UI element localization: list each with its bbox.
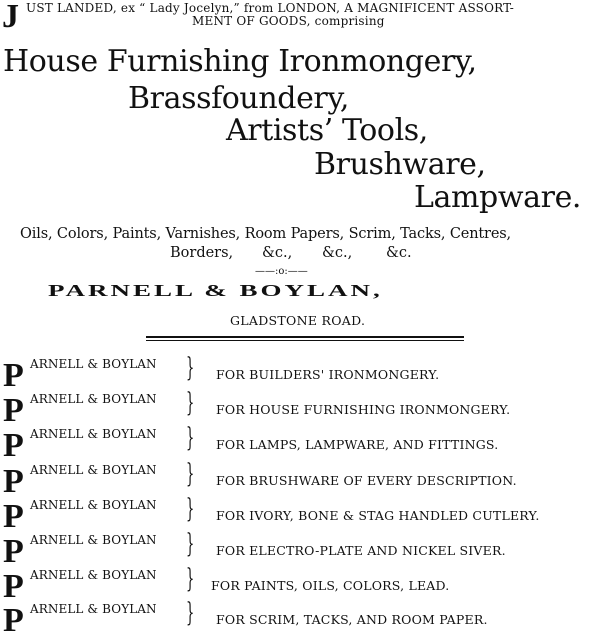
- listing-firm-name: ARNELL & BOYLAN: [30, 463, 157, 477]
- listing-drop-cap: P: [3, 498, 24, 535]
- brace-icon: }: [186, 564, 195, 594]
- headline-brassfoundery: Brassfoundery,: [128, 81, 350, 116]
- listing-firm-name: ARNELL & BOYLAN: [30, 392, 157, 406]
- listing-firm-name: ARNELL & BOYLAN: [30, 498, 157, 512]
- headline-house-furnishing: House Furnishing Ironmongery,: [3, 44, 477, 79]
- listing-description: FOR ELECTRO-PLATE AND NICKEL SIVER.: [216, 543, 506, 558]
- listing-description: FOR BUILDERS' IRONMONGERY.: [216, 367, 440, 382]
- goods-etc-2: &c.,: [322, 245, 353, 261]
- double-rule-top: [146, 336, 464, 338]
- firm-name: PARNELL & BOYLAN,: [48, 281, 383, 300]
- headline-lampware: Lampware.: [414, 180, 582, 215]
- listing-description: FOR HOUSE FURNISHING IRONMONGERY.: [216, 402, 511, 417]
- listing-row: [0, 598, 608, 639]
- listing-firm-name: ARNELL & BOYLAN: [30, 602, 157, 616]
- brace-icon: }: [186, 494, 195, 524]
- notice-line-1: UST LANDED, ex “ Lady Jocelyn,” from LONDON, A MAGNIFICENT ASSORT-: [26, 1, 515, 15]
- listing-firm-name: ARNELL & BOYLAN: [30, 357, 157, 371]
- listing-description: FOR BRUSHWARE OF EVERY DESCRIPTION.: [216, 473, 517, 488]
- double-rule-bottom: [146, 340, 464, 341]
- goods-etc-3: &c.: [386, 245, 412, 261]
- listing-row: [0, 529, 608, 570]
- listing-row: [0, 564, 608, 605]
- brace-icon: }: [186, 353, 195, 383]
- listing-row: [0, 423, 608, 464]
- brace-icon: }: [186, 388, 195, 418]
- notice-line-2: MENT OF GOODS, comprising: [192, 14, 385, 28]
- listing-drop-cap: P: [3, 602, 24, 639]
- listing-description: FOR PAINTS, OILS, COLORS, LEAD.: [211, 578, 450, 593]
- brace-icon: }: [186, 529, 195, 559]
- listing-row: [0, 388, 608, 429]
- listing-row: [0, 353, 608, 394]
- listing-firm-name: ARNELL & BOYLAN: [30, 533, 157, 547]
- listing-drop-cap: P: [3, 568, 24, 605]
- listing-drop-cap: P: [3, 533, 24, 570]
- listing-firm-name: ARNELL & BOYLAN: [30, 568, 157, 582]
- firm-address: GLADSTONE ROAD.: [230, 313, 366, 328]
- ornament-divider: ——:o:——: [255, 266, 308, 277]
- listing-description: FOR SCRIM, TACKS, AND ROOM PAPER.: [216, 612, 488, 627]
- listing-description: FOR LAMPS, LAMPWARE, AND FITTINGS.: [216, 437, 499, 452]
- brace-icon: }: [186, 598, 195, 628]
- brace-icon: }: [186, 459, 195, 489]
- listing-drop-cap: P: [3, 357, 24, 394]
- listing-firm-name: ARNELL & BOYLAN: [30, 427, 157, 441]
- listing-description: FOR IVORY, BONE & STAG HANDLED CUTLERY.: [216, 508, 540, 523]
- listing-row: [0, 459, 608, 500]
- listing-row: [0, 494, 608, 535]
- brace-icon: }: [186, 423, 195, 453]
- notice-drop-cap: J: [2, 0, 19, 35]
- headline-artists-tools: Artists’ Tools,: [226, 113, 428, 148]
- goods-list-line-1: Oils, Colors, Paints, Varnishes, Room Papers, Scrim, Tacks, Centres,: [20, 226, 512, 242]
- listing-drop-cap: P: [3, 427, 24, 464]
- listing-drop-cap: P: [3, 392, 24, 429]
- listing-drop-cap: P: [3, 463, 24, 500]
- goods-borders: Borders,: [170, 245, 234, 261]
- goods-etc-1: &c.,: [262, 245, 293, 261]
- headline-brushware: Brushware,: [314, 147, 486, 182]
- goods-list-line-2: [170, 245, 412, 261]
